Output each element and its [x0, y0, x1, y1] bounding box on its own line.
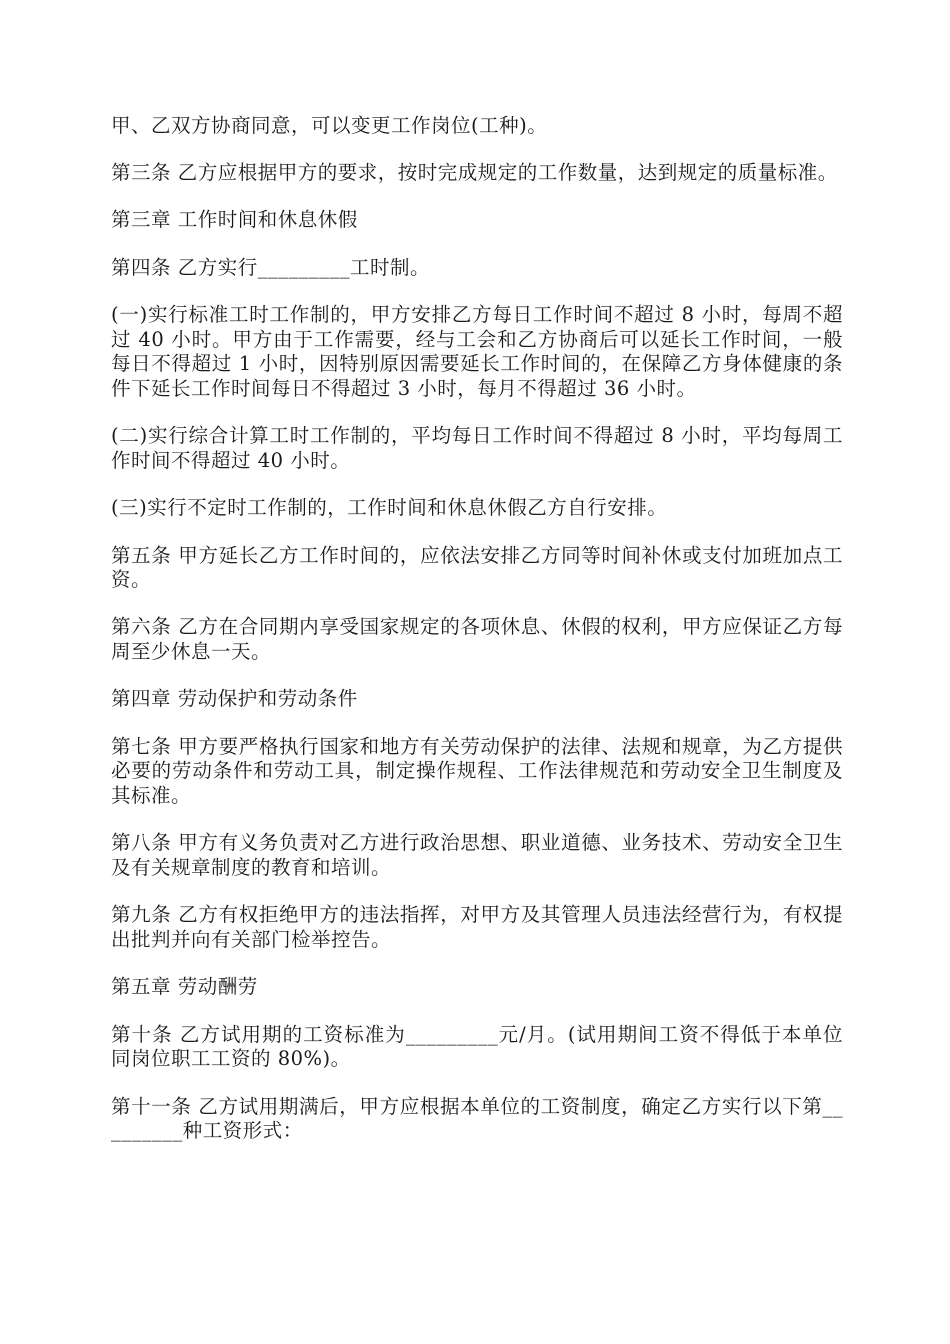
article-6: 第六条 乙方在合同期内享受国家规定的各项休息、休假的权利，甲方应保证乙方每周至少休息一天。	[111, 615, 843, 664]
clause-standard-hours: (一)实行标准工时工作制的，甲方安排乙方每日工作时间不超过 8 小时，每周不超过 40 小时。甲方由于工作需要，经与工会和乙方协商后可以延长工作时间，一般每日不得超过 1 小时，因特别原因需要延长工作时间的，在保障乙方身体健康的条件下延长工作时间每日不得超过 3 小时，每月不得超过 36 小时。	[111, 302, 843, 401]
chapter-4-heading: 第四章 劳动保护和劳动条件	[111, 687, 358, 711]
article-7: 第七条 甲方要严格执行国家和地方有关劳动保护的法律、法规和规章，为乙方提供必要的劳动条件和劳动工具，制定操作规程、工作法律规范和劳动安全卫生制度及其标准。	[111, 734, 843, 808]
article-9: 第九条 乙方有权拒绝甲方的违法指挥，对甲方及其管理人员违法经营行为，有权提出批判并向有关部门检举控告。	[111, 903, 843, 952]
clause-comprehensive-hours: (二)实行综合计算工时工作制的，平均每日工作时间不得超过 8 小时，平均每周工作时间不得超过 40 小时。	[111, 424, 843, 473]
document-page	[111, 114, 843, 1167]
article-5: 第五条 甲方延长乙方工作时间的，应依法安排乙方同等时间补休或支付加班加点工资。	[111, 543, 843, 592]
article-10: 第十条 乙方试用期的工资标准为_________元/月。(试用期间工资不得低于本单位同岗位职工工资的 80%)。	[111, 1022, 843, 1071]
article-3: 第三条 乙方应根据甲方的要求，按时完成规定的工作数量，达到规定的质量标准。	[111, 161, 838, 185]
article-11: 第十一条 乙方试用期满后，甲方应根据本单位的工资制度，确定乙方实行以下第_________种工资形式：	[111, 1094, 843, 1143]
article-8: 第八条 甲方有义务负责对乙方进行政治思想、职业道德、业务技术、劳动安全卫生及有关规章制度的教育和培训。	[111, 831, 843, 880]
paragraph-change-position: 甲、乙双方协商同意，可以变更工作岗位(工种)。	[111, 114, 548, 137]
article-4: 第四条 乙方实行_________工时制。	[111, 255, 430, 279]
clause-flexible-hours: (三)实行不定时工作制的，工作时间和休息休假乙方自行安排。	[111, 496, 668, 520]
chapter-5-heading: 第五章 劳动酬劳	[111, 975, 258, 999]
chapter-3-heading: 第三章 工作时间和休息休假	[111, 208, 358, 232]
